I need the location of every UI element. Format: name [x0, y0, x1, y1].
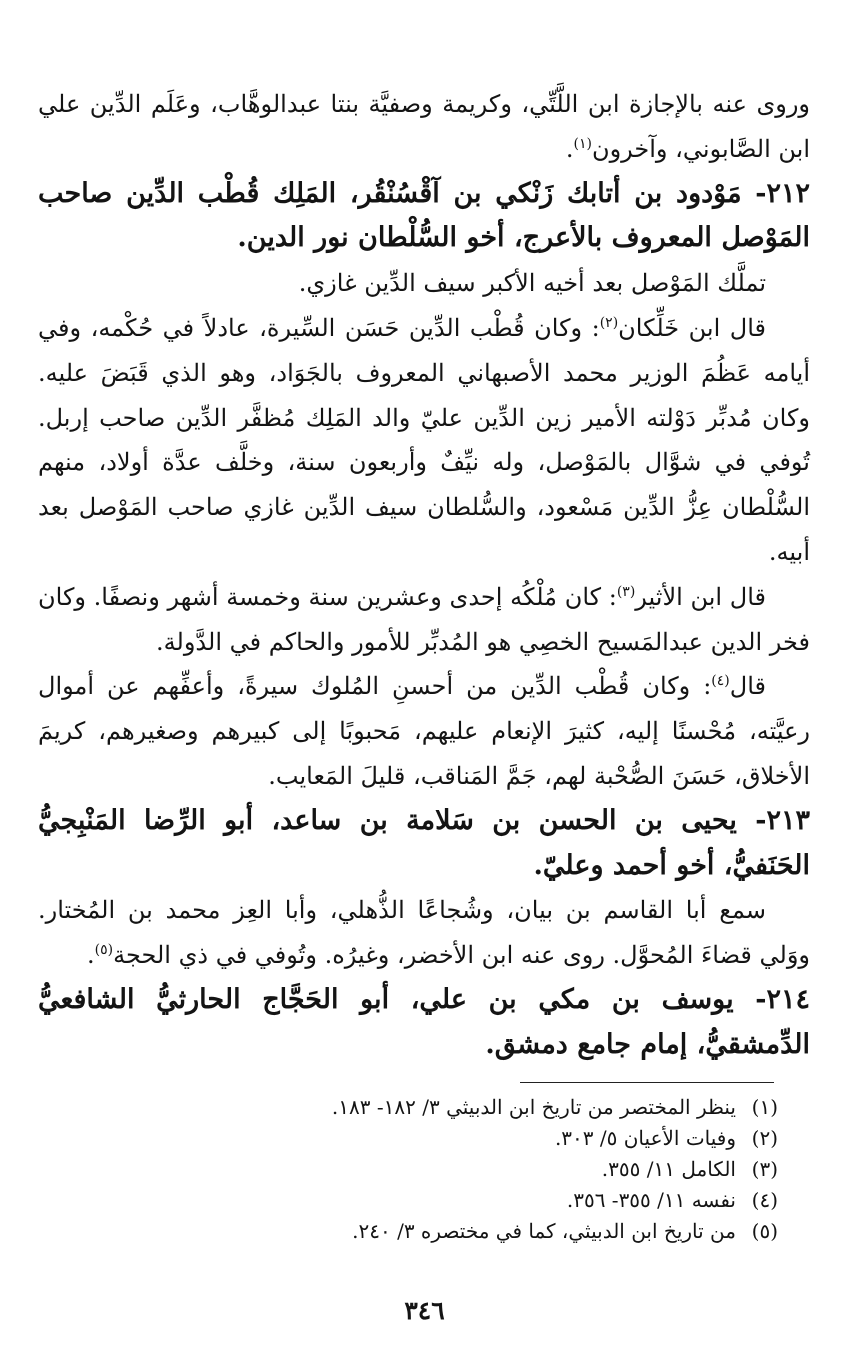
paragraph: قال$^{(٤)}$: وكان قُطْب الدِّين من أحسنِ المُلوك سيرةً، وأعفِّهم عن أموال رعيَّته، مُحْسنًا إليه، كثيرَ الإنعام عليهم، مَحبوبًا إلى كبيرهم وصغيرهم، كريمَ الأخلاق، حَسَنَ الصُّحْبة لهم، جَمَّ المَناقب، قليلَ المَعايب.	[38, 672, 810, 790]
entry-heading: ٢١٤- يوسف بن مكي بن علي، أبو الحَجَّاج الحارثيُّ الشافعيُّ الدِّمشقيُّ، إمام جامع دمشق.	[38, 983, 810, 1060]
footnote-text: ينظر المختصر من تاريخ ابن الدبيثي ٣/ ١٨٢- ١٨٣.	[331, 1095, 736, 1119]
paragraph: تملَّك المَوْصل بعد أخيه الأكبر سيف الدِّين غازي.	[298, 269, 766, 298]
footnote-number: (٣)	[751, 1157, 778, 1181]
footnote-number: (١)	[751, 1095, 778, 1119]
footnote-ref: (١)	[573, 135, 592, 152]
footnote-text: من تاريخ ابن الدبيثي، كما في مختصره ٣/ ٢٤٠.	[352, 1219, 736, 1243]
footnote-text: الكامل ١١/ ٣٥٥.	[601, 1157, 736, 1181]
footnote	[60, 1154, 778, 1185]
footnote-text: نفسه ١١/ ٣٥٥- ٣٥٦.	[566, 1188, 736, 1212]
footnote	[60, 1216, 778, 1247]
entry-heading: ٢١٢- مَوْدود بن أتابك زَنْكي بن آقْسُنْقُر، المَلِك قُطْب الدِّين صاحب المَوْصل المعروف بالأعرج، أخو السُّلْطان نور الدين.	[38, 177, 810, 254]
footnote	[60, 1092, 778, 1123]
footnote	[60, 1185, 778, 1216]
footnote-text: وفيات الأعيان ٥/ ٣٠٣.	[554, 1126, 736, 1150]
paragraph: قال ابن خَلِّكان$^{(٢)}$: وكان قُطْب الدِّين حَسَن السِّيرة، عادلاً في حُكْمه، وفي أيامه عَظُمَ الوزير محمد الأصبهاني المعروف بالجَوَاد، وهو الذي قَبَضَ عليه. وكان مُدبِّر دَوْلته الأمير زين الدِّين عليّ والد المَلِك مُظفَّر الدِّين صاحب إربل. تُوفي في شوَّال بالمَوْصل، وله نيِّفٌ وأربعون سنة، وخلَّف عدَّة أولاد، منهم السُّلْطان عِزُّ الدِّين مَسْعود، والسُّلطان سيف الدِّين غازي صاحب المَوْصل بعد أبيه.	[38, 313, 810, 566]
paragraph: سمع أبا القاسم بن بيان، وشُجاعًا الذُّهلي، وأبا العِز محمد بن المُختار. ووَلي قضاءَ المُحوَّل. روى عنه ابن الأخضر، وغيرُه. وتُوفي في ذي الحجة$^{(٥)}$.	[38, 896, 810, 970]
page-number: ٣٤٦	[404, 1296, 445, 1325]
footnote-divider	[520, 1082, 774, 1083]
footnote-ref: (٢)	[599, 314, 619, 331]
footnote-number: (٢)	[751, 1126, 778, 1150]
entry-heading: ٢١٣- يحيى بن الحسن بن سَلامة بن ساعد، أبو الرِّضا المَنْبِجيُّ الحَنَفيُّ، أخو أحمد وعليّ.	[38, 804, 810, 881]
footnotes	[60, 1092, 778, 1247]
footnote-ref: (٤)	[711, 673, 730, 690]
footnote-ref: (٥)	[94, 942, 114, 959]
body-text	[38, 82, 810, 1068]
footnote	[60, 1123, 778, 1154]
paragraph: وروى عنه بالإجازة ابن اللَّتِّي، وكريمة وصفيَّة بنتا عبدالوهَّاب، وعَلَم الدِّين علي ابن الصَّابوني، وآخرون$^{(١)}$.	[38, 90, 810, 163]
paragraph: قال ابن الأثير$^{(٣)}$: كان مُلْكُه إحدى وعشرين سنة وخمسة أشهر ونصفًا. وكان فخر الدين عبدالمَسيح الخصِي هو المُدبِّر للأمور والحاكم في الدَّولة.	[38, 582, 810, 656]
footnote-number: (٥)	[751, 1219, 778, 1243]
footnote-ref: (٣)	[616, 583, 636, 600]
footnote-number: (٤)	[751, 1188, 778, 1212]
